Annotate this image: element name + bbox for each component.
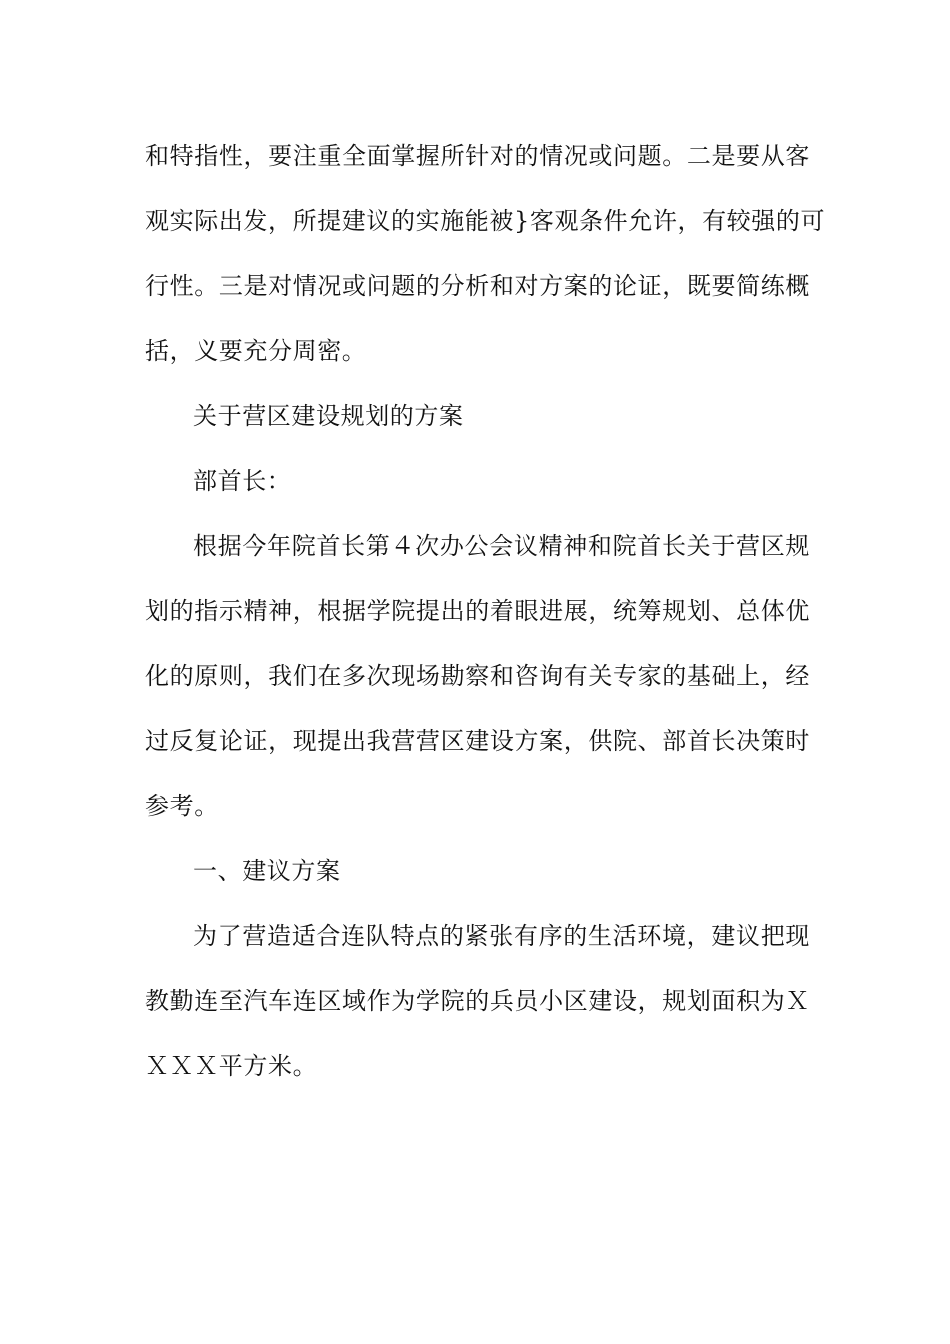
paragraph-line: ＸＸＸ平方米。 (145, 1052, 318, 1080)
salutation: 部首长： (193, 467, 292, 495)
paragraph-line: 参考。 (145, 792, 219, 820)
paragraph-line: 根据今年院首长第４次办公会议精神和院首长关于营区规 (193, 532, 810, 560)
paragraph-line: 行性。三是对情况或问题的分析和对方案的论证，既要简练概 (145, 272, 810, 300)
paragraph-line: 括，义要充分周密。 (145, 337, 367, 365)
paragraph-line: 观实际出发，所提建议的实施能被}客观条件允许，有较强的可 (145, 207, 826, 235)
paragraph-line: 划的指示精神，根据学院提出的着眼进展，统筹规划、总体优 (145, 597, 810, 625)
paragraph-line: 教勤连至汽车连区域作为学院的兵员小区建设，规划面积为Ｘ (145, 987, 810, 1015)
paragraph-line: 过反复论证，现提出我营营区建设方案，供院、部首长决策时 (145, 727, 810, 755)
section-heading: 一、建议方案 (193, 857, 341, 885)
paragraph-line: 为了营造适合连队特点的紧张有序的生活环境，建议把现 (193, 922, 810, 950)
section-title: 关于营区建设规划的方案 (193, 402, 464, 430)
paragraph-line: 化的原则，我们在多次现场勘察和咨询有关专家的基础上，经 (145, 662, 810, 690)
document-body (145, 124, 826, 1099)
paragraph-line: 和特指性，要注重全面掌握所针对的情况或问题。二是要从客 (145, 142, 810, 170)
